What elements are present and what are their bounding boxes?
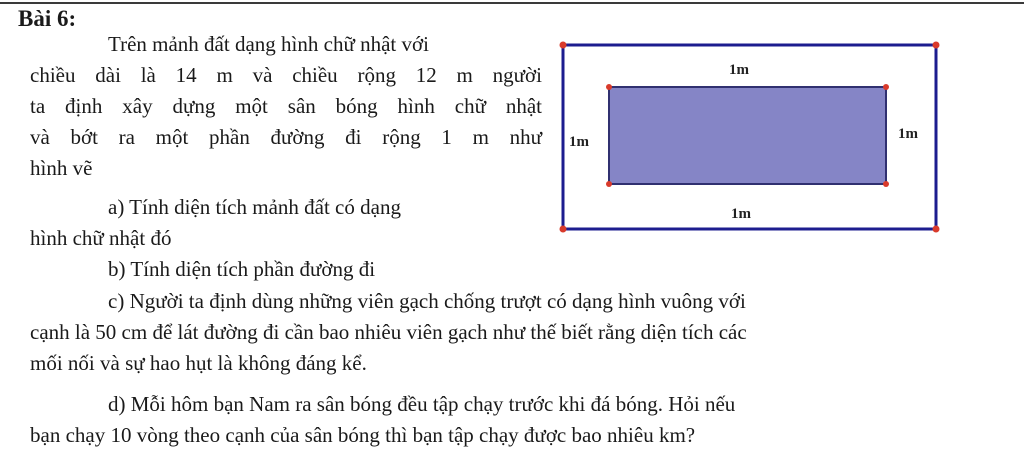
intro-line-4: và bớt ra một phần đường đi rộng 1 m như xyxy=(30,125,542,149)
label-bottom: 1m xyxy=(731,206,751,222)
intro-line-3: ta định xây dựng một sân bóng hình chữ nhật xyxy=(30,94,542,118)
inner-dot-bottom-left xyxy=(606,181,612,187)
part-b-line: b) Tính diện tích phần đường đi xyxy=(108,257,376,281)
inner-dot-top-right xyxy=(883,84,889,90)
corner-dot-bottom-right xyxy=(933,226,940,233)
intro-line-2: chiều dài là 14 m và chiều rộng 12 m người xyxy=(30,63,542,87)
part-c-line-2: cạnh là 50 cm để lát đường đi cần bao nhiêu viên gạch như thế biết rằng diện tích các xyxy=(30,320,747,344)
problem-title: Bài 6: xyxy=(18,6,77,31)
label-top: 1m xyxy=(729,62,749,78)
label-left: 1m xyxy=(569,134,589,150)
corner-dot-top-left xyxy=(560,42,567,49)
corner-dot-top-right xyxy=(933,42,940,49)
part-c-line-3: mối nối và sự hao hụt là không đáng kể. xyxy=(30,351,367,375)
part-a-line-1: a) Tính diện tích mảnh đất có dạng xyxy=(108,195,401,219)
inner-dot-bottom-right xyxy=(883,181,889,187)
part-a-line-2: hình chữ nhật đó xyxy=(30,226,172,250)
football-field-rect xyxy=(609,87,886,184)
label-right: 1m xyxy=(898,126,918,142)
intro-line-5: hình vẽ xyxy=(30,156,93,180)
field-diagram xyxy=(548,34,948,234)
intro-line-1: Trên mảnh đất dạng hình chữ nhật với xyxy=(108,32,429,56)
corner-dot-bottom-left xyxy=(560,226,567,233)
inner-dot-top-left xyxy=(606,84,612,90)
part-d-line-1: d) Mỗi hôm bạn Nam ra sân bóng đều tập chạy trước khi đá bóng. Hỏi nếu xyxy=(108,392,736,416)
part-c-line-1: c) Người ta định dùng những viên gạch chống trượt có dạng hình vuông với xyxy=(108,289,746,313)
part-d-line-2: bạn chạy 10 vòng theo cạnh của sân bóng thì bạn tập chạy được bao nhiêu km? xyxy=(30,423,696,447)
top-rule xyxy=(0,2,1024,4)
